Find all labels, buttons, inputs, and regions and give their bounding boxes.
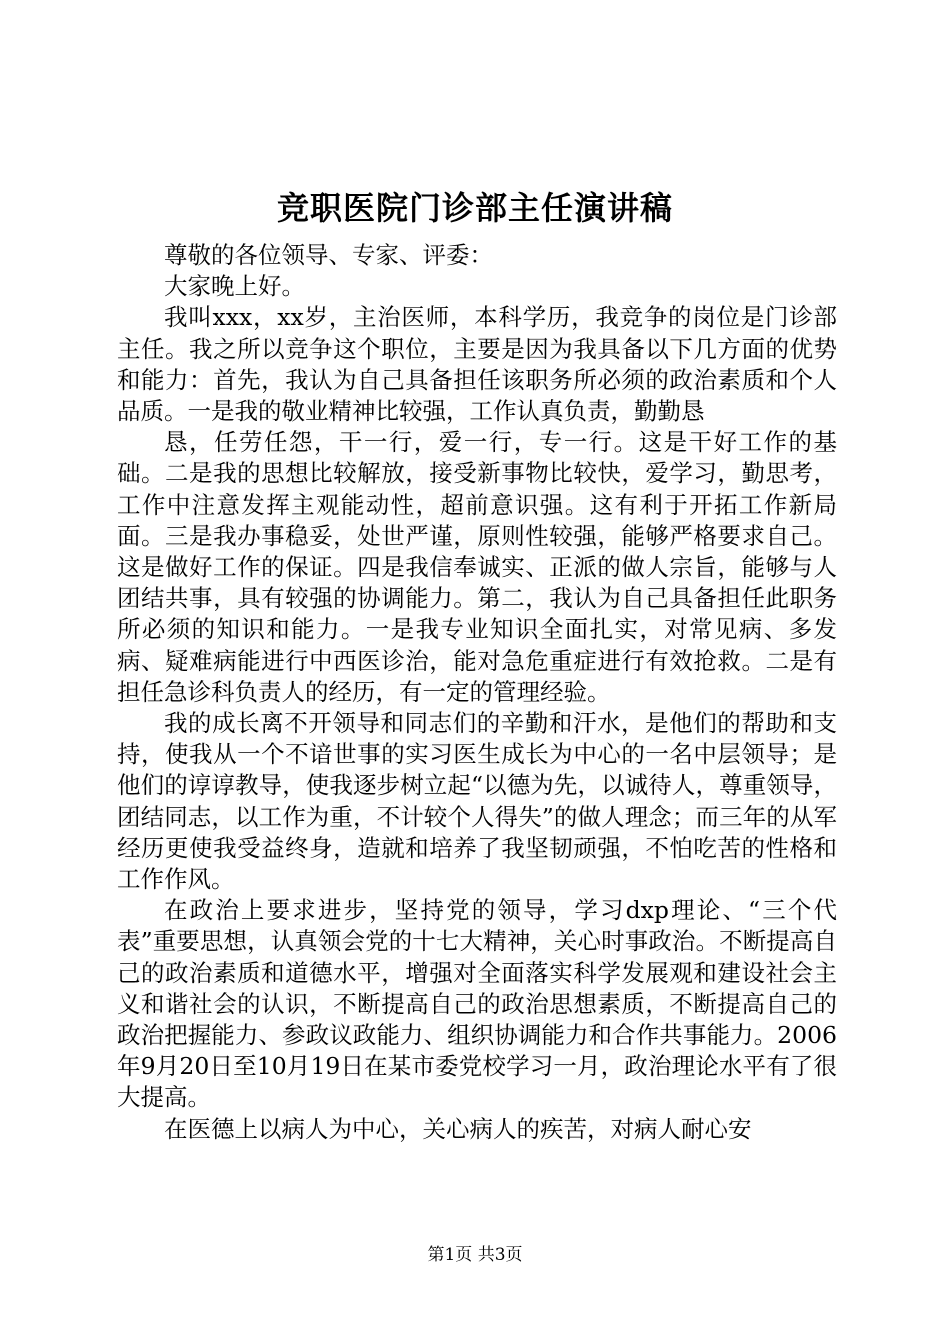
growth-paragraph: 我的成长离不开领导和同志们的辛勤和汗水，是他们的帮助和支持，使我从一个不谙世事的实习医生成长为中心的一名中层领导；是他们的谆谆教导，使我逐步树立起“以德为先，以诚待人，尊重领导，团结同志，以工作为重，不计较个人得失”的做人理念；而三年的从军经历更使我受益终身，造就和培养了我坚韧顽强，不怕吃苦的性格和工作作风。 (117, 709, 837, 894)
document-title: 竞职医院门诊部主任演讲稿 (276, 189, 673, 227)
greeting-paragraph: 大家晚上好。 (164, 272, 305, 301)
ethics-paragraph: 在医德上以病人为中心，关心病人的疾苦，对病人耐心安 (164, 1114, 752, 1143)
salutation-paragraph: 尊敬的各位领导、专家、评委： (164, 241, 493, 269)
introduction-paragraph: 我叫xxx，xx岁，主治医师，本科学历，我竞争的岗位是门诊部主任。我之所以竞争这个职位，主要是因为我具备以下几方面的优势和能力：首先，我认为自己具备担任该职务所必须的政治素质和个人品质。一是我的敬业精神比较强，工作认真负责，勤勤恳 (117, 303, 837, 426)
qualities-paragraph: 恳，任劳任怨，干一行，爱一行，专一行。这是干好工作的基础。二是我的思想比较解放，接受新事物比较快，爱学习，勤思考，工作中注意发挥主观能动性，超前意识强。这有利于开拓工作新局面。三是我办事稳妥，处世严谨，原则性较强，能够严格要求自己。这是做好工作的保证。四是我信奉诚实、正派的做人宗旨，能够与人团结共事，具有较强的协调能力。第二，我认为自己具备担任此职务所必须的知识和能力。一是我专业知识全面扎实，对常见病、多发病、疑难病能进行中西医诊治，能对急危重症进行有效抢救。二是有担任急诊科负责人的经历，有一定的管理经验。 (117, 428, 837, 706)
document-body (117, 240, 837, 1145)
politics-paragraph: 在政治上要求进步，坚持党的领导，学习dxp理论、“三个代表”重要思想，认真领会党的十七大精神，关心时事政治。不断提高自己的政治素质和道德水平，增强对全面落实科学发展观和建设社会主义和谐社会的认识，不断提高自己的政治思想素质，不断提高自己的政治把握能力、参政议政能力、组织协调能力和合作共事能力。2006年9月20日至10月19日在某市委党校学习一月，政治理论水平有了很大提高。 (117, 896, 837, 1112)
page-number-footer: 第1页 共3页 (427, 1245, 523, 1265)
